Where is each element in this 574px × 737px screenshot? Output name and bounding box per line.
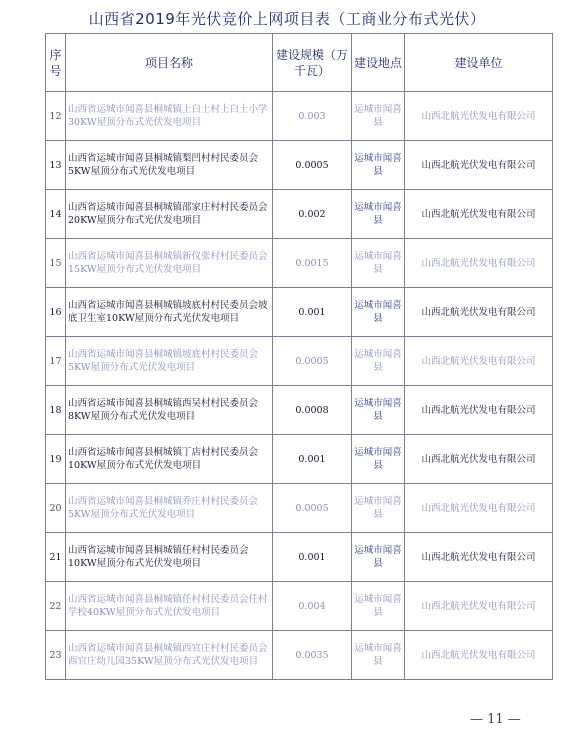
row-scale: 0.0005 bbox=[273, 141, 352, 190]
row-project-name: 山西省运城市闻喜县桐城镇上白土村上白土小学30KW屋顶分布式光伏发电项目 bbox=[66, 92, 273, 141]
row-site: 运城市闻喜县 bbox=[352, 435, 405, 484]
row-scale: 0.003 bbox=[273, 92, 352, 141]
row-unit: 山西北航光伏发电有限公司 bbox=[405, 435, 553, 484]
row-project-name: 山西省运城市闻喜县桐城镇坡底村村民委员会5KW屋顶分布式光伏发电项目 bbox=[66, 337, 273, 386]
row-unit: 山西北航光伏发电有限公司 bbox=[405, 92, 553, 141]
row-unit: 山西北航光伏发电有限公司 bbox=[405, 337, 553, 386]
row-scale: 0.0005 bbox=[273, 484, 352, 533]
row-site: 运城市闻喜县 bbox=[352, 288, 405, 337]
row-project-name: 山西省运城市闻喜县桐城镇邵家庄村村民委员会20KW屋顶分布式光伏发电项目 bbox=[66, 190, 273, 239]
row-unit: 山西北航光伏发电有限公司 bbox=[405, 141, 553, 190]
row-unit: 山西北航光伏发电有限公司 bbox=[405, 288, 553, 337]
header-row bbox=[46, 34, 553, 92]
table-row bbox=[46, 386, 553, 435]
page-title: 山西省2019年光伏竞价上网项目表（工商业分布式光伏） bbox=[88, 10, 486, 28]
row-site: 运城市闻喜县 bbox=[352, 92, 405, 141]
row-scale: 0.0008 bbox=[273, 386, 352, 435]
row-project-name: 山西省运城市闻喜县桐城镇坡底村村民委员会坡底卫生室10KW屋顶分布式光伏发电项目 bbox=[66, 288, 273, 337]
row-seq: 13 bbox=[46, 141, 66, 190]
row-project-name: 山西省运城市闻喜县桐城镇西官庄村村民委员会西官庄幼儿园35KW屋顶分布式光伏发电项目 bbox=[66, 631, 273, 680]
row-seq: 17 bbox=[46, 337, 66, 386]
row-seq: 12 bbox=[46, 92, 66, 141]
row-seq: 14 bbox=[46, 190, 66, 239]
table-row bbox=[46, 337, 553, 386]
row-unit: 山西北航光伏发电有限公司 bbox=[405, 582, 553, 631]
table-row bbox=[46, 435, 553, 484]
row-seq: 18 bbox=[46, 386, 66, 435]
row-scale: 0.0035 bbox=[273, 631, 352, 680]
table-row bbox=[46, 190, 553, 239]
table-row bbox=[46, 288, 553, 337]
row-project-name: 山西省运城市闻喜县桐城镇丁店村村民委员会10KW屋顶分布式光伏发电项目 bbox=[66, 435, 273, 484]
row-project-name: 山西省运城市闻喜县桐城镇乔庄村村民委员会5KW屋顶分布式光伏发电项目 bbox=[66, 484, 273, 533]
row-site: 运城市闻喜县 bbox=[352, 533, 405, 582]
row-unit: 山西北航光伏发电有限公司 bbox=[405, 190, 553, 239]
row-seq: 19 bbox=[46, 435, 66, 484]
row-unit: 山西北航光伏发电有限公司 bbox=[405, 239, 553, 288]
header-site: 建设地点 bbox=[352, 34, 405, 92]
row-site: 运城市闻喜县 bbox=[352, 337, 405, 386]
row-seq: 20 bbox=[46, 484, 66, 533]
row-seq: 16 bbox=[46, 288, 66, 337]
row-scale: 0.0005 bbox=[273, 337, 352, 386]
row-site: 运城市闻喜县 bbox=[352, 386, 405, 435]
row-site: 运城市闻喜县 bbox=[352, 141, 405, 190]
row-project-name: 山西省运城市闻喜县桐城镇任村村民委员会任村学校40KW屋顶分布式光伏发电项目 bbox=[66, 582, 273, 631]
row-site: 运城市闻喜县 bbox=[352, 239, 405, 288]
header-unit: 建设单位 bbox=[405, 34, 553, 92]
row-seq: 22 bbox=[46, 582, 66, 631]
row-scale: 0.004 bbox=[273, 582, 352, 631]
table-row bbox=[46, 92, 553, 141]
row-unit: 山西北航光伏发电有限公司 bbox=[405, 533, 553, 582]
project-table bbox=[45, 33, 553, 680]
table-row bbox=[46, 141, 553, 190]
row-project-name: 山西省运城市闻喜县桐城镇梨凹村村民委员会5KW屋顶分布式光伏发电项目 bbox=[66, 141, 273, 190]
row-scale: 0.001 bbox=[273, 533, 352, 582]
header-scale: 建设规模（万千瓦） bbox=[273, 34, 352, 92]
row-seq: 15 bbox=[46, 239, 66, 288]
table-row bbox=[46, 484, 553, 533]
row-scale: 0.002 bbox=[273, 190, 352, 239]
row-scale: 0.0015 bbox=[273, 239, 352, 288]
row-unit: 山西北航光伏发电有限公司 bbox=[405, 386, 553, 435]
table-row bbox=[46, 631, 553, 680]
row-site: 运城市闻喜县 bbox=[352, 582, 405, 631]
row-seq: 23 bbox=[46, 631, 66, 680]
row-site: 运城市闻喜县 bbox=[352, 631, 405, 680]
row-unit: 山西北航光伏发电有限公司 bbox=[405, 484, 553, 533]
row-scale: 0.001 bbox=[273, 288, 352, 337]
header-seq: 序号 bbox=[46, 34, 66, 92]
header-name: 项目名称 bbox=[66, 34, 273, 92]
table-row bbox=[46, 533, 553, 582]
page-number: — 11 — bbox=[470, 712, 521, 727]
row-project-name: 山西省运城市闻喜县桐城镇西吴村村民委员会8KW屋顶分布式光伏发电项目 bbox=[66, 386, 273, 435]
row-site: 运城市闻喜县 bbox=[352, 484, 405, 533]
row-unit: 山西北航光伏发电有限公司 bbox=[405, 631, 553, 680]
table-row bbox=[46, 582, 553, 631]
row-project-name: 山西省运城市闻喜县桐城镇任村村民委员会10KW屋顶分布式光伏发电项目 bbox=[66, 533, 273, 582]
row-seq: 21 bbox=[46, 533, 66, 582]
row-project-name: 山西省运城市闻喜县桐城镇新仪张村村民委员会15KW屋顶分布式光伏发电项目 bbox=[66, 239, 273, 288]
row-site: 运城市闻喜县 bbox=[352, 190, 405, 239]
table-row bbox=[46, 239, 553, 288]
row-scale: 0.001 bbox=[273, 435, 352, 484]
